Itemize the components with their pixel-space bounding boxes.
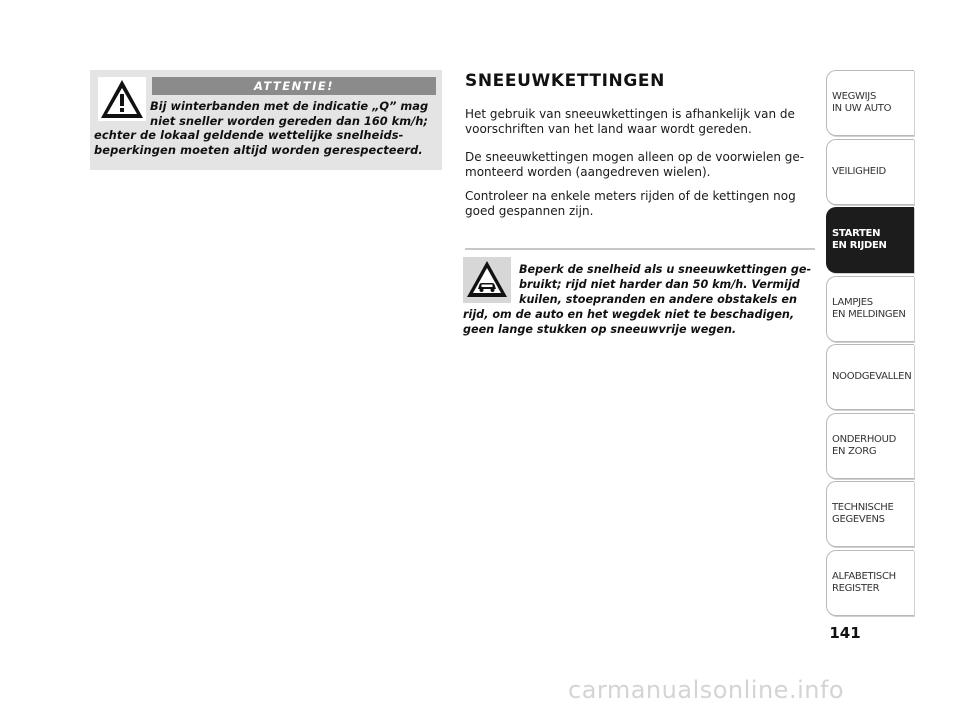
paragraph-line: monteerd worden (aangedreven wielen).: [465, 165, 711, 179]
tab-lampjes-en-meldingen[interactable]: [826, 276, 914, 342]
watermark: carmanualsonline.info: [568, 676, 845, 704]
tab-label: EN RIJDEN: [832, 240, 887, 251]
section-title: SNEEUWKETTINGEN: [465, 71, 665, 91]
tab-label: VEILIGHEID: [832, 166, 886, 177]
attention-box: [90, 70, 442, 170]
tab-label: WEGWIJS: [832, 91, 876, 102]
paragraph: [465, 189, 815, 219]
caution-line: kuilen, stoepranden en andere obstakels en: [519, 293, 797, 306]
tab-technische-gegevens[interactable]: [826, 481, 914, 547]
tab-label: ALFABETISCH: [832, 571, 896, 582]
paragraph-line: Controleer na enkele meters rijden of de kettingen nog: [465, 189, 796, 203]
divider: [465, 248, 815, 250]
paragraph: [465, 107, 815, 137]
tab-label: EN ZORG: [832, 446, 877, 457]
attention-line: Bij winterbanden met de indicatie „Q” mag: [150, 99, 429, 113]
tab-noodgevallen[interactable]: [826, 344, 914, 410]
tab-starten-en-rijden[interactable]: [826, 207, 914, 273]
tab-label: STARTEN: [832, 228, 881, 239]
tab-label: ONDERHOUD: [832, 434, 897, 445]
tab-label: TECHNISCHE: [832, 502, 894, 513]
tab-alfabetisch-register[interactable]: [826, 550, 914, 616]
tab-label: LAMPJES: [832, 297, 873, 308]
page-number: 141: [829, 624, 861, 642]
paragraph-line: Het gebruik van sneeuwkettingen is afhankelijk van de: [465, 107, 795, 121]
caution-text: [463, 262, 817, 337]
caution-line: rijd, om de auto en het wegdek niet te beschadigen,: [463, 308, 795, 321]
paragraph-line: goed gespannen zijn.: [465, 204, 594, 218]
caution-line: Beperk de snelheid als u sneeuwkettingen ge-: [519, 263, 812, 276]
tab-wegwijs-in-uw-auto[interactable]: [826, 70, 914, 136]
attention-line: niet sneller worden gereden dan 160 km/h;: [150, 113, 428, 128]
attention-line: beperkingen moeten altijd worden gerespecteerd.: [94, 142, 423, 157]
paragraph: [465, 150, 815, 180]
caution-line: geen lange stukken op sneeuwvrije wegen.: [463, 323, 737, 336]
tab-label: EN MELDINGEN: [832, 309, 906, 320]
attention-text: [90, 99, 438, 157]
caution-line: bruikt; rijd niet harder dan 50 km/h. Vermijd: [519, 278, 800, 291]
attention-header: ATTENTIE!: [152, 77, 436, 95]
tab-label: REGISTER: [832, 583, 880, 594]
tab-label: GEGEVENS: [832, 514, 885, 525]
paragraph-line: voorschriften van het land waar wordt gereden.: [465, 122, 752, 136]
attention-line: echter de lokaal geldende wettelijke snelheids-: [94, 128, 404, 142]
paragraph-line: De sneeuwkettingen mogen alleen op de voorwielen ge-: [465, 150, 805, 164]
tab-onderhoud-en-zorg[interactable]: [826, 413, 914, 479]
tab-label: IN UW AUTO: [832, 103, 892, 114]
tab-label: NOODGEVALLEN: [832, 371, 912, 382]
tab-veiligheid[interactable]: [826, 139, 914, 205]
